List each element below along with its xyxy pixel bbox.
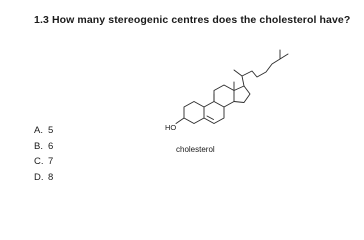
ring-a [184, 102, 204, 124]
question-number: 1.3 [34, 14, 49, 26]
ring-b [204, 102, 224, 124]
ring-d [234, 86, 250, 103]
option-letter: C. [34, 156, 44, 168]
question-text: How many stereogenic centres does the cholesterol have? [51, 14, 351, 26]
answer-options [34, 123, 53, 186]
ring-c [214, 85, 234, 107]
option-letter: A. [34, 125, 43, 136]
option-value: 7 [48, 156, 54, 168]
option-letter: D. [34, 172, 44, 184]
ho-label: HO [165, 123, 177, 132]
option-letter: B. [34, 140, 43, 152]
structure-caption: cholesterol [176, 145, 215, 154]
double-bond [207, 116, 214, 120]
option-value: 6 [48, 140, 54, 152]
option-c[interactable] [34, 154, 53, 170]
option-b[interactable] [34, 139, 53, 155]
question-heading [34, 14, 350, 26]
ho-bond [176, 118, 184, 124]
option-d[interactable] [34, 170, 53, 186]
option-value: 8 [48, 172, 54, 184]
cholesterol-structure [164, 30, 324, 140]
option-value: 5 [48, 125, 54, 136]
option-a[interactable] [34, 123, 53, 139]
side-chain [234, 50, 288, 86]
